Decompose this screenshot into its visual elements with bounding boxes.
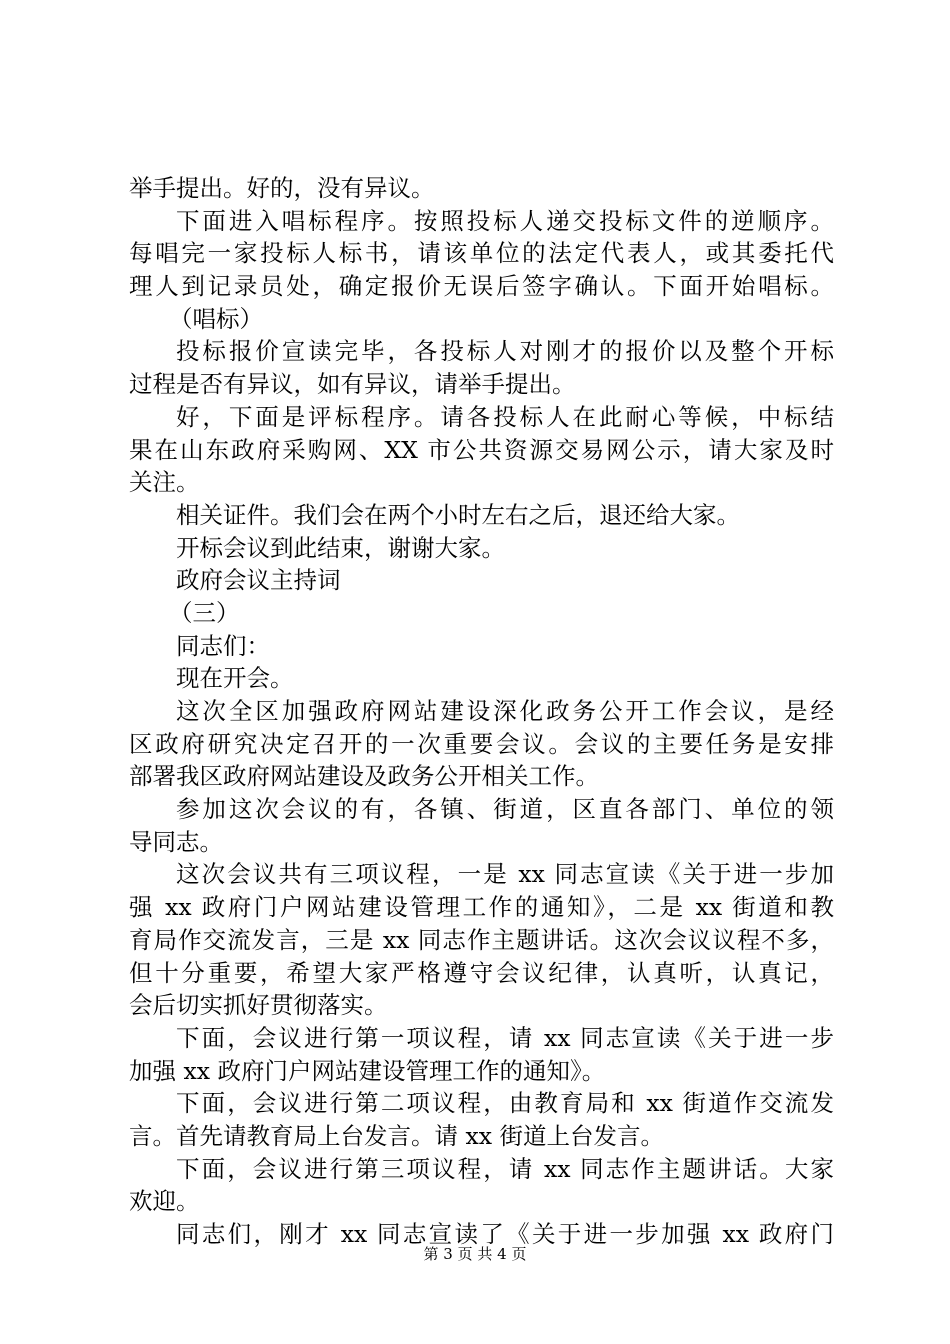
text-line: 欢迎。 (129, 1187, 200, 1216)
text-line: 强 xx 政府门户网站建设管理工作的通知》，二是 xx 街道和教 (129, 893, 834, 922)
text-line: 参加这次会议的有，各镇、街道，区直各部门、单位的领 (176, 795, 834, 824)
text-line: 导同志。 (129, 827, 223, 856)
text-line: 每唱完一家投标人标书，请该单位的法定代表人，或其委托代 (129, 239, 834, 268)
text-line: 举手提出。好的，没有异议。 (129, 174, 435, 202)
text-line: 下面进入唱标程序。按照投标人递交投标文件的逆顺序。 (176, 206, 834, 235)
text-line: 现在开会。 (176, 664, 294, 693)
text-line: （唱标） (169, 304, 263, 333)
text-line: 相关证件。我们会在两个小时左右之后，退还给大家。 (176, 500, 740, 529)
text-line: 但十分重要，希望大家严格遵守会议纪律，认真听，认真记， (129, 958, 834, 987)
text-line: 关注。 (129, 468, 200, 497)
text-line: 这次会议共有三项议程，一是 xx 同志宣读《关于进一步加 (176, 860, 834, 889)
text-line: 理人到记录员处，确定报价无误后签字确认。下面开始唱标。 (129, 272, 834, 301)
text-line: 投标报价宣读完毕，各投标人对刚才的报价以及整个开标 (176, 337, 834, 366)
text-line: 政府会议主持词 (176, 566, 341, 595)
text-line: 过程是否有异议，如有异议，请举手提出。 (129, 370, 576, 399)
text-line: 下面，会议进行第一项议程，请 xx 同志宣读《关于进一步 (176, 1023, 834, 1052)
text-line: 下面，会议进行第二项议程，由教育局和 xx 街道作交流发 (176, 1089, 834, 1118)
text-line: 果在山东政府采购网、XX 市公共资源交易网公示，请大家及时 (129, 435, 834, 464)
text-line: 言。首先请教育局上台发言。请 xx 街道上台发言。 (129, 1121, 664, 1150)
text-line: 开标会议到此结束，谢谢大家。 (176, 533, 505, 562)
text-line: 好，下面是评标程序。请各投标人在此耐心等候，中标结 (176, 402, 834, 431)
text-line: 区政府研究决定召开的一次重要会议。会议的主要任务是安排 (129, 729, 834, 758)
text-line: （三） (169, 598, 240, 627)
document-body (129, 172, 834, 1251)
text-line: 同志们： (176, 631, 270, 660)
text-line: 会后切实抓好贯彻落实。 (129, 991, 388, 1020)
text-line: 这次全区加强政府网站建设深化政务公开工作会议，是经 (176, 697, 834, 725)
text-line: 加强 xx 政府门户网站建设管理工作的通知》。 (129, 1056, 606, 1085)
text-line: 下面，会议进行第三项议程，请 xx 同志作主题讲话。大家 (176, 1154, 834, 1183)
text-line: 部署我区政府网站建设及政务公开相关工作。 (129, 762, 599, 791)
text-line: 育局作交流发言，三是 xx 同志作主题讲话。这次会议议程不多， (129, 925, 834, 954)
text-line: 同志们，刚才 xx 同志宣读了《关于进一步加强 xx 政府门 (176, 1220, 834, 1248)
page-footer: 第 3 页 共 4 页 (423, 1245, 527, 1263)
